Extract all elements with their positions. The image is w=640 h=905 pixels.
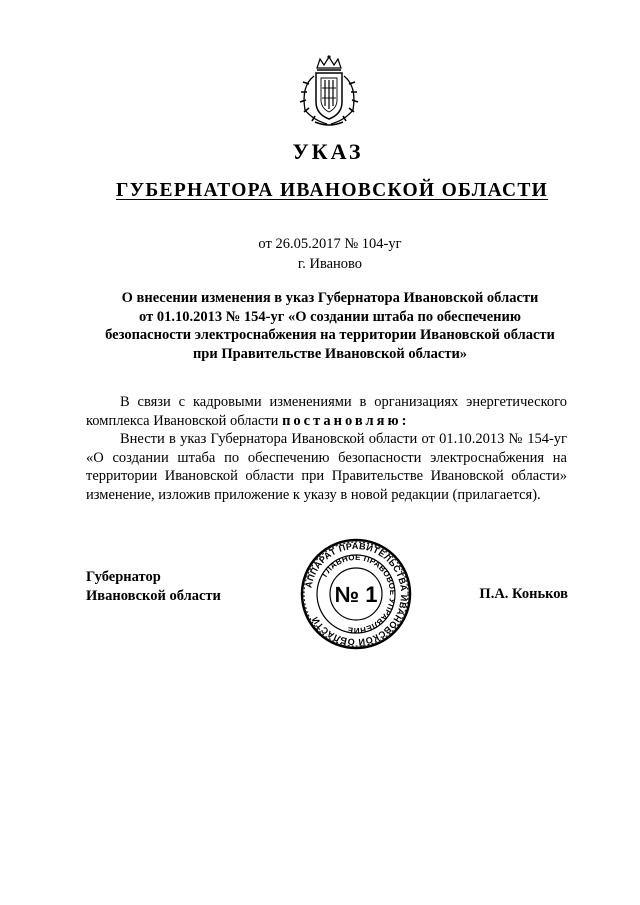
svg-text:АППАРАТ ПРАВИТЕЛЬСТВА ИВАНОВСК: АППАРАТ ПРАВИТЕЛЬСТВА ИВАНОВСКОЙ ОБЛАСТИ — [303, 540, 410, 648]
decree-keyword: постановляю: — [282, 412, 410, 429]
document-title: УКАЗ — [292, 139, 364, 164]
body-paragraph — [86, 393, 567, 430]
position-line: Губернатор — [86, 569, 161, 585]
document-city: г. Иваново — [297, 256, 363, 272]
subject-line: от 01.10.2013 № 154-уг «О создании штаба по обеспечению — [139, 308, 521, 325]
svg-text:№ 1: № 1 — [334, 582, 378, 607]
subject-line: безопасности электроснабжения на территории Ивановской области — [105, 327, 555, 343]
official-stamp-icon — [300, 538, 412, 650]
signatory-position — [86, 568, 221, 605]
signatory-name: П.А. Коньков — [479, 586, 568, 602]
document-body — [86, 393, 567, 504]
document-date: от 26.05.2017 № 104-уг — [258, 236, 402, 252]
body-paragraph: Внести в указ Губернатора Ивановской области от 01.10.2013 № 154-уг «О создании штаба по обеспечению безопасности электроснабжения на территории Ивановской области при Правительстве Ивановской области» изменение, изложив приложение к указу в новой редакции (прилагается). — [86, 431, 567, 503]
document-subject — [80, 289, 580, 363]
coat-of-arms-icon — [293, 54, 365, 128]
document-subtitle: ГУБЕРНАТОРА ИВАНОВСКОЙ ОБЛАСТИ — [116, 180, 549, 201]
position-line: Ивановской области — [86, 587, 221, 604]
body-text: В связи с кадровыми изменениями в организациях энергетического комплекса Ивановской области — [86, 394, 567, 429]
subject-line: О внесении изменения в указ Губернатора Ивановской области — [121, 290, 539, 306]
svg-text:ГЛАВНОЕ ПРАВОВОЕ УПРАВЛЕНИЕ: ГЛАВНОЕ ПРАВОВОЕ УПРАВЛЕНИЕ — [320, 552, 398, 636]
subject-line: при Правительстве Ивановской области» — [192, 345, 468, 362]
